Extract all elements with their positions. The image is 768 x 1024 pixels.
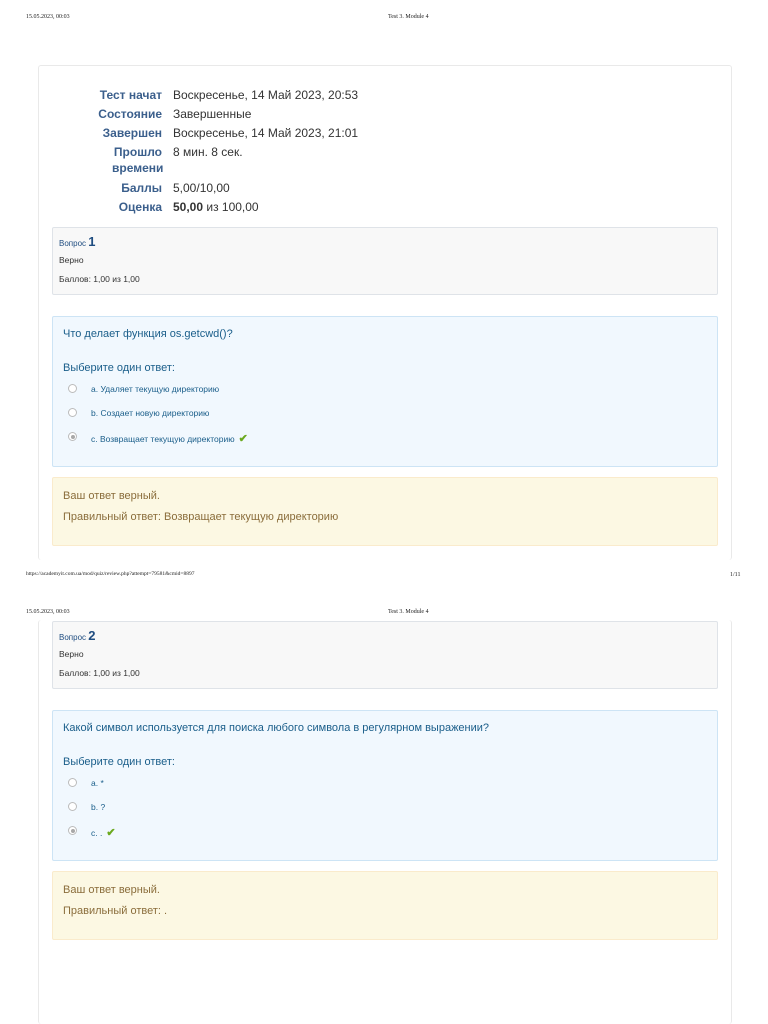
question-number-value: 1 <box>88 234 96 249</box>
checkmark-icon: ✔ <box>106 827 116 839</box>
radio-selected-icon[interactable] <box>68 826 77 835</box>
summary-label: Состояние <box>98 107 162 121</box>
answer-label: a. * <box>91 778 104 788</box>
summary-label: Тест начат <box>99 88 162 102</box>
summary-value: Воскресенье, 14 Май 2023, 20:53 <box>173 88 359 102</box>
question-2-info <box>52 621 718 689</box>
summary-label: Прошло времени <box>112 145 164 175</box>
summary-label: Оценка <box>118 200 162 214</box>
answer-label: c. Возвращает текущую директорию <box>91 434 235 444</box>
question-1-info <box>52 227 718 295</box>
answer-label: b. Создает новую директорию <box>91 408 210 418</box>
question-label: Вопрос <box>59 239 87 248</box>
answer-label-wrap <box>91 826 116 839</box>
answer-label: b. ? <box>91 802 106 812</box>
right-answer-text: Правильный ответ: . <box>63 905 168 917</box>
print-datetime-2: 15.05.2023, 00:03 <box>26 609 70 615</box>
summary-row-completed <box>57 125 387 144</box>
answer-label: a. Удаляет текущую директорию <box>91 384 220 394</box>
answer-prompt: Выберите один ответ: <box>63 756 175 768</box>
answer-label: c. . <box>91 828 103 838</box>
answer-option-a[interactable] <box>63 772 707 796</box>
question-number <box>59 628 711 643</box>
radio-icon[interactable] <box>68 384 77 393</box>
question-number-value: 2 <box>88 628 96 643</box>
grade-max: из 100,00 <box>203 200 259 214</box>
question-state: Верно <box>59 649 84 659</box>
question-2-content <box>52 710 718 861</box>
summary-row-grade <box>57 199 387 218</box>
answer-option-c[interactable] <box>63 426 707 450</box>
radio-icon[interactable] <box>68 778 77 787</box>
question-grade: Баллов: 1,00 из 1,00 <box>59 668 140 678</box>
summary-label: Завершен <box>102 126 162 140</box>
summary-row-time-taken <box>57 144 387 180</box>
question-label: Вопрос <box>59 633 87 642</box>
answer-prompt: Выберите один ответ: <box>63 362 175 374</box>
radio-icon[interactable] <box>68 408 77 417</box>
answer-option-b[interactable] <box>63 796 707 820</box>
print-doc-title: Test 3. Module 4 <box>388 14 429 20</box>
answer-label-wrap <box>91 432 248 445</box>
summary-value <box>173 199 473 215</box>
print-datetime: 15.05.2023, 00:03 <box>26 14 70 20</box>
attempt-summary-table <box>57 87 387 218</box>
summary-value: Завершенные <box>173 107 252 121</box>
question-2-feedback <box>52 871 718 940</box>
checkmark-icon: ✔ <box>238 433 248 445</box>
question-grade: Баллов: 1,00 из 1,00 <box>59 274 140 284</box>
radio-selected-icon[interactable] <box>68 432 77 441</box>
summary-value: 5,00/10,00 <box>173 181 230 195</box>
summary-row-state <box>57 106 387 125</box>
feedback-text: Ваш ответ верный. <box>63 490 160 502</box>
summary-label: Баллы <box>121 181 162 195</box>
question-text: Какой символ используется для поиска любого символа в регулярном выражении? <box>63 722 490 734</box>
print-doc-title-2: Test 3. Module 4 <box>388 609 429 615</box>
summary-value: 8 мин. 8 сек. <box>173 145 243 159</box>
summary-row-started <box>57 87 387 106</box>
grade-value: 50,00 <box>173 200 204 214</box>
question-number <box>59 234 711 249</box>
summary-value: Воскресенье, 14 Май 2023, 21:01 <box>173 126 359 140</box>
print-page-number: 1/11 <box>730 572 741 578</box>
question-1-content <box>52 316 718 467</box>
answer-option-b[interactable] <box>63 402 707 426</box>
summary-row-marks <box>57 180 387 199</box>
feedback-text: Ваш ответ верный. <box>63 884 160 896</box>
question-text: Что делает функция os.getcwd()? <box>63 328 233 340</box>
answer-option-a[interactable] <box>63 378 707 402</box>
answer-option-c[interactable] <box>63 820 707 844</box>
print-url: https://academyit.com.ua/mod/quiz/review.php?attempt=79581&cmid=8897 <box>26 571 195 577</box>
question-state: Верно <box>59 255 84 265</box>
right-answer-text: Правильный ответ: Возвращает текущую директорию <box>63 511 339 523</box>
question-1-feedback <box>52 477 718 546</box>
radio-icon[interactable] <box>68 802 77 811</box>
